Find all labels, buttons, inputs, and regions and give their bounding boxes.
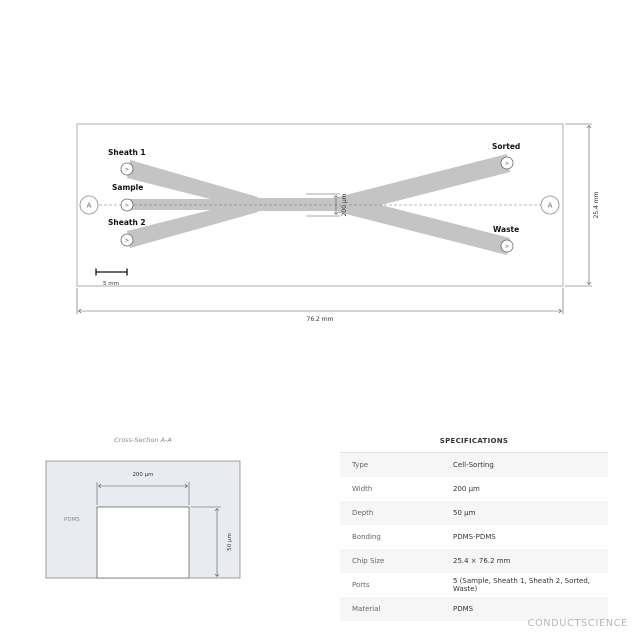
spec-value: 5 (Sample, Sheath 1, Sheath 2, Sorted, Waste) (453, 577, 591, 593)
spec-rows (340, 453, 608, 621)
cross-section-depth-label: 50 µm (227, 533, 233, 551)
main-channel (257, 198, 339, 211)
label-sample: Sample (112, 183, 144, 192)
brand-logo: CONDUCTSCIENCE (527, 618, 628, 629)
spec-row (340, 477, 608, 501)
label-sorted: Sorted (492, 142, 521, 151)
cross-section-title: Cross-Section A-A (114, 436, 172, 444)
specifications-title: SPECIFICATIONS (340, 430, 608, 453)
section-marker-left (80, 196, 98, 214)
port-sample (121, 199, 133, 211)
spec-value: PDMS (453, 605, 474, 613)
port-sorted (501, 157, 513, 169)
spec-value: 25.4 × 76.2 mm (453, 557, 511, 565)
port-sheath2 (121, 234, 133, 246)
svg-text:A: A (86, 201, 92, 210)
length-dimension (77, 288, 563, 314)
cross-section-width-label: 200 µm (132, 472, 154, 478)
label-sheath2: Sheath 2 (108, 218, 146, 227)
spec-row (340, 501, 608, 525)
spec-key: Depth (352, 509, 374, 517)
scale-bar-label: 5 mm (103, 281, 119, 287)
spec-row (340, 525, 608, 549)
label-sheath1: Sheath 1 (108, 148, 146, 157)
spec-row (340, 573, 608, 597)
svg-text:A: A (547, 201, 553, 210)
spec-value: Cell-Sorting (453, 461, 494, 469)
port-sheath1 (121, 163, 133, 175)
specifications-table (340, 430, 608, 621)
label-waste: Waste (493, 225, 520, 234)
spec-key: Chip Size (352, 557, 385, 565)
spec-key: Ports (352, 581, 370, 589)
spec-row (340, 549, 608, 573)
channel-cross-section (97, 507, 189, 578)
spec-value: 50 µm (453, 509, 476, 517)
svg-text:>: > (124, 238, 130, 244)
height-dimension (565, 124, 592, 286)
spec-key: Type (352, 461, 369, 469)
svg-text:>: > (504, 244, 510, 250)
svg-text:>: > (504, 161, 510, 167)
spec-row (340, 453, 608, 477)
section-marker-right (541, 196, 559, 214)
pdms-label: PDMS (64, 517, 80, 523)
spec-key: Bonding (352, 533, 381, 541)
svg-text:>: > (124, 203, 130, 209)
svg-text:>: > (124, 167, 130, 173)
spec-key: Material (352, 605, 381, 613)
length-label: 76.2 mm (306, 316, 334, 323)
port-waste (501, 240, 513, 252)
height-label: 25.4 mm (593, 191, 600, 219)
spec-value: 200 µm (453, 485, 480, 493)
spec-value: PDMS-PDMS (453, 533, 496, 541)
spec-key: Width (352, 485, 373, 493)
channel-width-label: 200 µm (341, 193, 348, 217)
